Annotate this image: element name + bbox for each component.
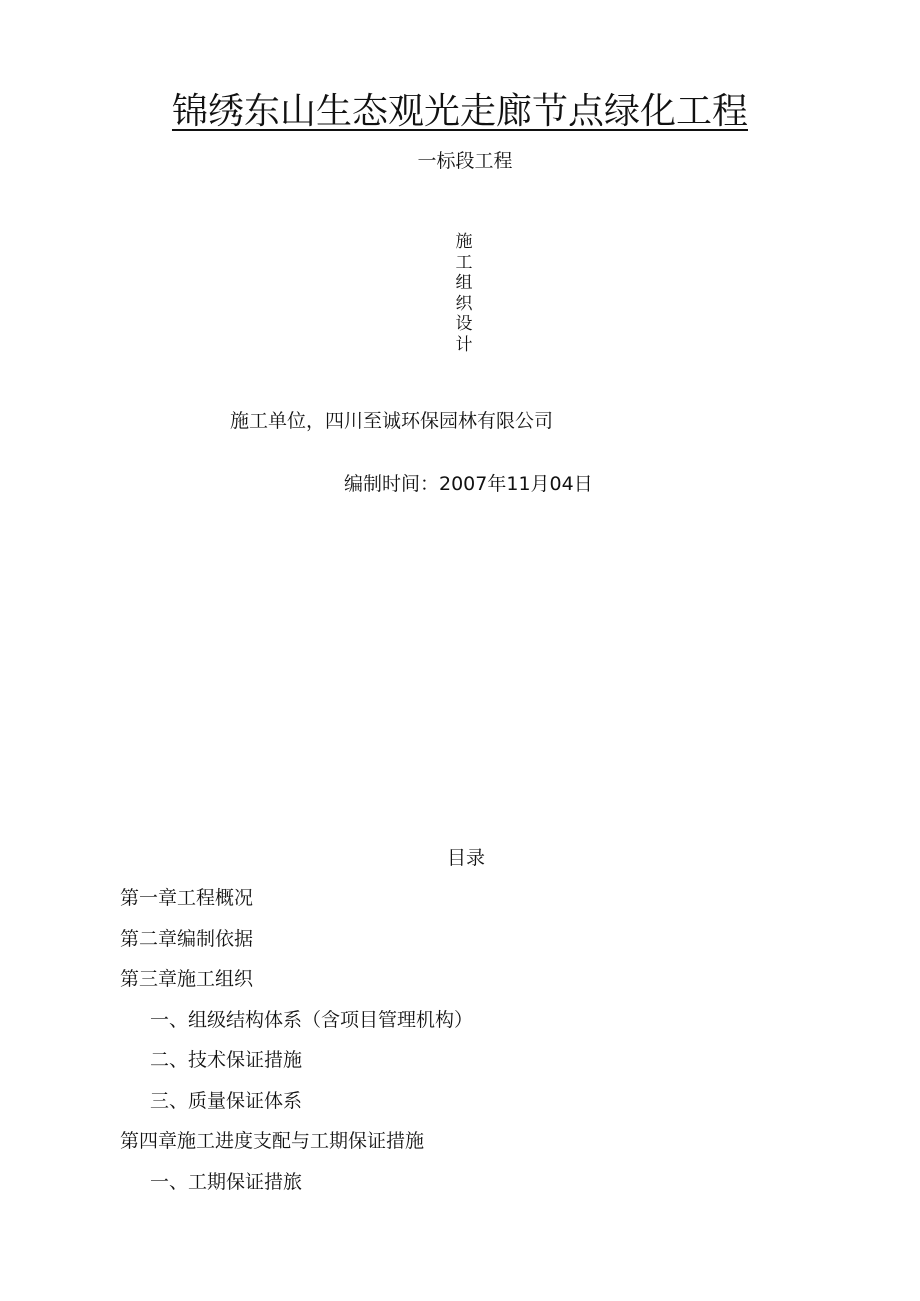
document-type-char: 织 — [455, 293, 473, 314]
document-type-char: 组 — [455, 273, 473, 293]
document-type-char: 计 — [455, 334, 473, 355]
toc-item: 第四章施工进度支配与工期保证措施 — [120, 1130, 425, 1152]
compile-date: 编制时间：2007年11月04日 — [344, 473, 593, 495]
document-type-char: 工 — [455, 252, 473, 273]
document-type-char: 施 — [455, 232, 473, 252]
construction-unit: 施工单位，四川至诚环保园林有限公司 — [230, 410, 554, 432]
toc-subitem: 二、技术保证措施 — [150, 1049, 303, 1071]
toc-item: 第二章编制依据 — [120, 927, 254, 950]
toc-title: 目录 — [446, 847, 485, 869]
toc-subitem: 一、组级结构体系（含项目管理机构） — [150, 1008, 474, 1031]
toc-subitem: 一、工期保证措旅 — [150, 1170, 303, 1193]
document-title — [0, 88, 920, 136]
document-title-text: 锦绣东山生态观光走廊节点绿化工程 — [171, 91, 748, 132]
document-type-char: 设 — [455, 314, 473, 334]
table-of-contents — [0, 885, 920, 1209]
toc-item: 第三章施工组织 — [120, 968, 254, 990]
document-subtitle: 一标段工程 — [417, 150, 513, 172]
toc-item: 第一章工程概况 — [120, 887, 254, 909]
toc-subitem: 三、质量保证体系 — [150, 1089, 303, 1112]
document-type-vertical — [452, 232, 476, 355]
